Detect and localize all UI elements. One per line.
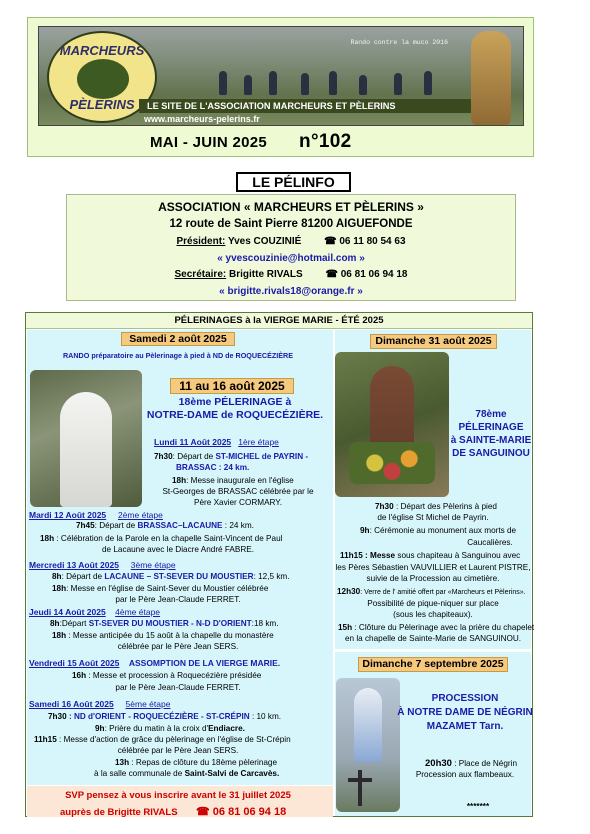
rando-date-tag: Samedi 2 août 2025	[121, 332, 235, 346]
sanguinou-l1	[375, 502, 497, 511]
day1-stage: 1ère étape	[238, 437, 279, 447]
roquecezi-title1: 18ème PÉLERINAGE à	[178, 396, 292, 408]
sanguinou-time4: 12h30	[337, 587, 361, 596]
day3-time1: 8h	[52, 572, 62, 581]
signup-line2	[60, 805, 286, 818]
secretary-phone: ☎ 06 81 06 94 18	[325, 269, 408, 280]
day1-line4: St-Georges de BRASSAC célébrée par le	[162, 487, 314, 496]
day1-text1: : Départ de	[172, 452, 216, 461]
day6-time3: 11h15	[34, 735, 57, 744]
logo-text-top: MARCHEURS	[59, 43, 145, 58]
sanguinou-text3: : Cérémonie au monument aux morts de	[369, 526, 517, 535]
day1-text3: : Messe inaugurale en l'église	[186, 476, 294, 485]
association-box	[66, 194, 516, 301]
day3-text1: : Départ de	[61, 572, 105, 581]
day2-time1: 7h45	[76, 521, 95, 530]
negrin-text1: : Place de Négrin	[451, 759, 518, 768]
walker-figure	[359, 75, 367, 95]
day2-line2	[40, 534, 282, 543]
signup-line1: SVP pensez à vous inscrire avant le 31 juillet 2025	[65, 790, 291, 801]
roquecezi-dates-tag: 11 au 16 août 2025	[170, 378, 294, 394]
section-title: PÉLERINAGES à la VIERGE MARIE - ÉTÉ 2025	[26, 313, 532, 329]
cross-bar-icon	[348, 778, 372, 782]
walker-figure	[394, 73, 402, 95]
walker-figure	[219, 71, 227, 95]
day4-time1: 8h	[50, 619, 60, 628]
day3-date: Mercredi 13 Août 2025	[29, 560, 119, 570]
sanguinou-l11	[338, 623, 534, 632]
day6-line1	[48, 712, 281, 721]
sanguinou-time2: 9h	[360, 526, 370, 535]
day1-time2: 18h	[172, 476, 187, 485]
day4-route: ST-SEVER DU MOUSTIER - N-D D'ORIENT	[88, 619, 252, 628]
sanguinou-l9: Possibilité de pique-niquer sur place	[367, 599, 499, 608]
day3-km: : 12,5 km.	[253, 572, 290, 581]
day6-place: Endiacre.	[208, 724, 245, 733]
sanguinou-text1: : Départ des Pèlerins à pied	[393, 502, 497, 511]
sanguinou-l6: les Pères Sébastien VAUVILLIER et Laurent PISTRE,	[335, 563, 531, 572]
day4-line3: célébrée par le Père Jean SERS.	[117, 642, 239, 651]
day4-time2: 18h	[52, 631, 67, 640]
sanguinou-l10: (sous les chapiteaux).	[393, 610, 473, 619]
issue-line	[150, 131, 351, 153]
sanguinou-time1: 7h30	[375, 502, 394, 511]
day2-text2: : Célébration de la Parole en la chapelle Saint-Vincent de Paul	[54, 534, 283, 543]
secretary-email[interactable]: « brigitte.rivals18@orange.fr »	[219, 286, 363, 297]
sanguinou-time3: 11h15 : Messe	[340, 551, 396, 560]
day5-line1	[72, 671, 261, 680]
day2-date: Mardi 12 Août 2025	[29, 510, 107, 520]
day4-km: :18 km.	[251, 619, 279, 628]
day4-text1: :Départ	[59, 619, 89, 628]
day6-line6	[94, 769, 279, 778]
day6-hall: Saint-Salvi de Carcavès.	[184, 769, 280, 778]
negrin-stars: *******	[466, 802, 490, 811]
day3-time2: 18h	[52, 584, 67, 593]
day6-km: : 10 km.	[249, 712, 282, 721]
sanguinou-photo	[335, 352, 449, 497]
sanguinou-time5: 15h	[338, 623, 353, 632]
day4-date: Jeudi 14 Août 2025	[29, 607, 106, 617]
negrin-l1	[425, 758, 517, 769]
day4-line2	[52, 631, 274, 640]
day2-stage: 2ème étape	[117, 510, 163, 520]
day1-line1	[154, 452, 308, 461]
day1-line3	[172, 476, 294, 485]
day2-line3: de Lacaune avec le Diacre André FABRE.	[101, 545, 255, 554]
day1-route2: BRASSAC : 24 km.	[176, 463, 250, 472]
day4-stage: 4ème étape	[115, 607, 161, 617]
photo-caption: Rando contre la muco 2016	[350, 39, 448, 46]
header-photo	[38, 26, 524, 126]
day1-line5: Père Xavier CORMARY.	[194, 498, 282, 507]
day6-time2: 9h	[95, 724, 105, 733]
day2-km: : 24 km.	[222, 521, 254, 530]
negrin-t2: À NOTRE DAME DE NÉGRIN	[397, 707, 533, 718]
day3-line1	[52, 572, 290, 581]
negrin-date-tag: Dimanche 7 septembre 2025	[358, 657, 508, 672]
day2-text1: : Départ de	[94, 521, 138, 530]
day2-route: BRASSAC–LACAUNE	[137, 521, 223, 530]
virgin-statue-icon	[354, 688, 382, 762]
day3-line3: par le Père Jean-Claude FERRET.	[115, 595, 241, 604]
sanguinou-l5	[340, 551, 520, 560]
day1-date: Lundi 11 Août 2025	[154, 437, 232, 447]
white-statue-icon	[60, 392, 112, 507]
secretary-label: Secrétaire:	[174, 269, 227, 280]
day6-time1: 7h30	[48, 712, 67, 721]
day6-line2	[95, 724, 245, 733]
president-phone: ☎ 06 11 80 54 63	[324, 236, 406, 247]
sanguinou-text8: : Verre de l' amitié offert par «Marcheurs et Pèlerins».	[360, 589, 526, 596]
sanguinou-text11: : Clôture du Pèlerinage avec la prière du chapelet	[352, 623, 535, 632]
signup-contact: auprès de Brigitte RIVALS	[60, 807, 178, 818]
president-name: Yves COUZINIÉ	[227, 236, 302, 247]
day1-route1: ST-MICHEL de PAYRIN -	[215, 452, 309, 461]
day6-line4: célébrée par le Père Jean SERS.	[117, 746, 239, 755]
virgin-statue-icon	[471, 31, 511, 125]
site-title: LE SITE DE L'ASSOCIATION MARCHEURS ET PÈLERINS	[139, 99, 479, 113]
logo-text-bottom: PÈLERINS	[69, 97, 135, 112]
association-address: 12 route de Saint Pierre 81200 AIGUEFONDE	[169, 218, 413, 230]
day6-route: : ND d'ORIENT - ROQUECÉZIÈRE - ST-CRÉPIN	[66, 712, 250, 721]
day6-line5	[115, 758, 277, 767]
site-url: www.marcheurs-pelerins.fr	[144, 114, 260, 124]
association-name: ASSOCIATION « MARCHEURS ET PÈLERINS »	[158, 200, 424, 214]
president-label: Président:	[176, 236, 226, 247]
day5-date: Vendredi 15 Août 2025	[29, 658, 120, 668]
day5-title: ASSOMPTION DE LA VIERGE MARIE.	[128, 658, 281, 668]
negrin-t1: PROCESSION	[431, 693, 499, 704]
sanguinou-text5: sous chapiteau à Sanguinou avec	[395, 551, 521, 560]
sanguinou-l12: en la chapelle de Sainte-Marie de SANGUINOU.	[344, 634, 522, 643]
day6-line3	[34, 735, 291, 744]
day4-text2: : Messe anticipée du 15 août à la chapelle du monastère	[66, 631, 274, 640]
negrin-photo	[336, 678, 400, 812]
flowers-icon	[349, 442, 435, 484]
walker-figure	[269, 71, 277, 95]
sanguinou-date-tag: Dimanche 31 août 2025	[370, 334, 497, 349]
day3-text2: : Messe en l'église de Saint-Sever du Moustier célébrée	[66, 584, 269, 593]
day2-header	[29, 510, 163, 520]
pelinfo-title: LE PÉLINFO	[236, 172, 351, 192]
day6-time4: 13h	[115, 758, 130, 767]
sanguinou-t4: DE SANGUINOU	[452, 448, 530, 459]
day4-header	[29, 607, 160, 617]
day2-line1	[76, 521, 254, 530]
day6-text3: : Messe d'action de grâce du pèlerinage en l'église de St-Crépin	[56, 735, 291, 744]
day6-text6: à la salle communale de	[94, 769, 185, 778]
logo-pilgrims-icon	[77, 59, 129, 99]
statue-photo	[30, 370, 142, 507]
day1-time1: 7h30	[154, 452, 173, 461]
sanguinou-t3: à SAINTE-MARIE	[450, 435, 532, 446]
secretary-line	[67, 269, 515, 280]
president-email[interactable]: « yvescouzinie@hotmail.com »	[217, 253, 365, 264]
day5-time: 16h	[72, 671, 87, 680]
negrin-t3: MAZAMET Tarn.	[426, 721, 504, 732]
day6-date: Samedi 16 Août 2025	[29, 699, 114, 709]
day5-line2: par le Père Jean-Claude FERRET.	[115, 683, 241, 692]
day5-header	[29, 658, 280, 668]
day3-route: LACAUNE – ST-SEVER DU MOUSTIER	[104, 572, 254, 581]
walker-figure	[329, 71, 337, 95]
day3-line2	[52, 584, 268, 593]
cross-icon	[358, 770, 362, 806]
sanguinou-t1: 78ème	[475, 409, 507, 420]
sanguinou-t2: PÉLERINAGE	[458, 422, 524, 433]
day3-stage: 3ème étape	[130, 560, 176, 570]
walker-figure	[244, 75, 252, 95]
sanguinou-l2: de l'église St Michel de Payrin.	[377, 513, 489, 522]
president-line	[67, 236, 515, 247]
sanguinou-l8	[337, 587, 526, 596]
day5-text1: : Messe et procession à Roquecézière présidée	[86, 671, 262, 680]
negrin-time: 20h30	[425, 758, 452, 769]
day6-text5: : Repas de clôture du 18ème pèlerinage	[129, 758, 278, 767]
negrin-l2: Procession aux flambeaux.	[415, 770, 515, 779]
day6-header	[29, 699, 170, 709]
walker-figure	[424, 71, 432, 95]
walker-figure	[301, 73, 309, 95]
sanguinou-l7: suivie de la Procession au cimetière.	[366, 574, 500, 583]
day4-line1	[50, 619, 279, 628]
rando-text: RANDO préparatoire au Pèlerinage à pied à ND de ROQUECÉZIÈRE	[62, 351, 294, 360]
day6-stage: 5ème étape	[125, 699, 171, 709]
roquecezi-title2: NOTRE-DAME de ROQUECÉZIÈRE.	[146, 409, 324, 421]
secretary-name: Brigitte RIVALS	[229, 269, 303, 280]
day6-text2: : Prière du matin à la croix d'	[104, 724, 209, 733]
sanguinou-l4: Caucalières.	[467, 538, 513, 547]
day2-time2: 18h	[40, 534, 55, 543]
issue-date: MAI - JUIN 2025	[150, 134, 268, 151]
sanguinou-l3	[360, 526, 516, 535]
issue-number: n°102	[299, 131, 352, 152]
day1-header	[154, 437, 279, 447]
signup-phone: ☎ 06 81 06 94 18	[196, 806, 287, 818]
day3-header	[29, 560, 176, 570]
